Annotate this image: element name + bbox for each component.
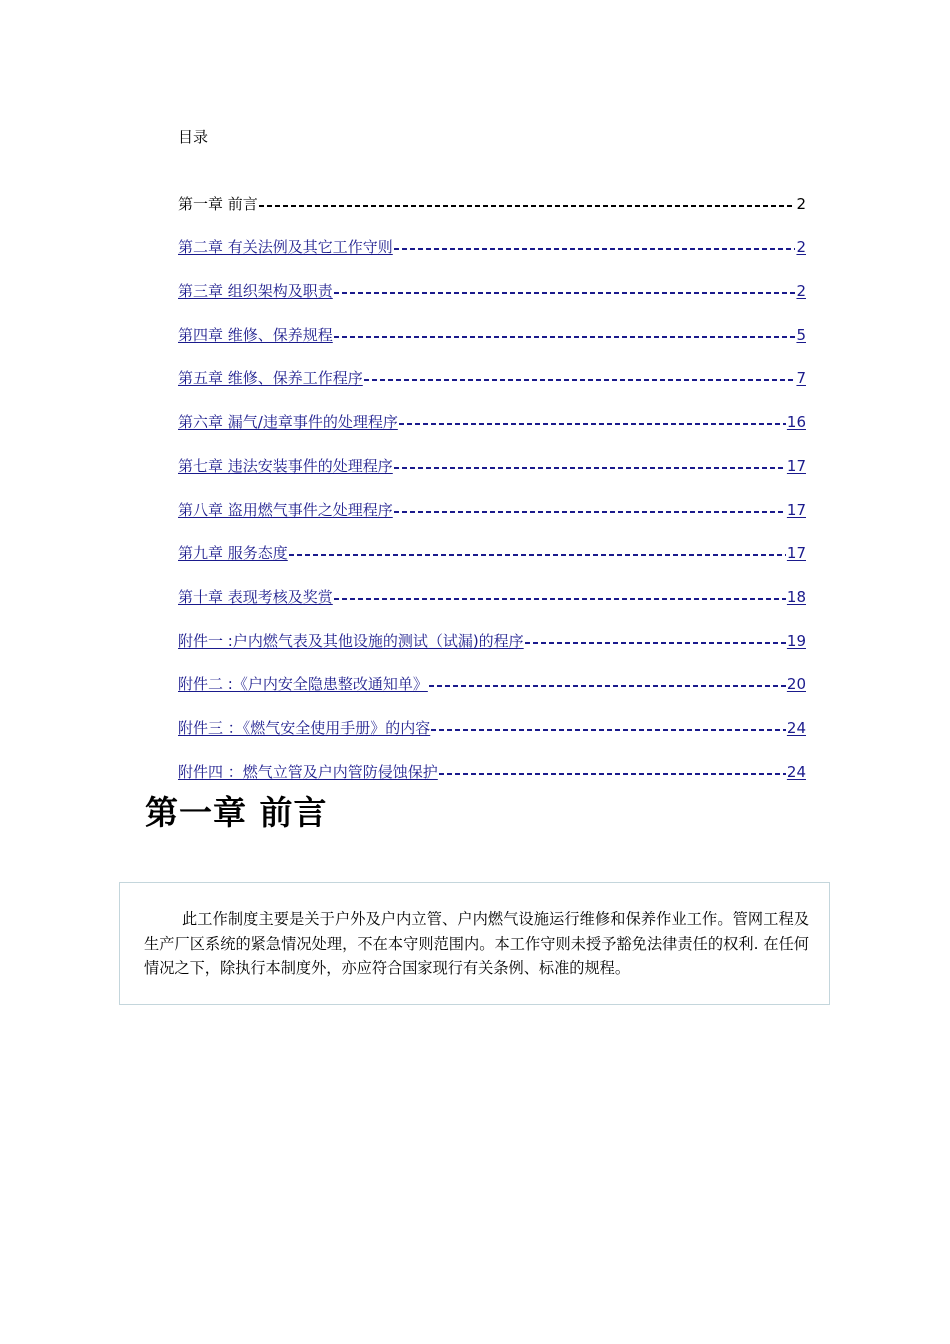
toc-entry-title: 附件四 ：燃气立管及户内管防侵蚀保护 [178,762,438,781]
preface-text: 此工作制度主要是关于户外及户内立管、户内燃气设施运行维修和保养作业工作。管网工程及生产厂区系统的紧急情况处理，不在本守则范围内。本工作守则未授予豁免法律责任的权利. 在任何情况之下，除执行本制度外，亦应符合国家现行有关条例、标准的规程。 [144,910,809,977]
toc-entry[interactable] [178,212,806,256]
preface-box [119,882,830,1005]
toc-entry-title: 第六章 漏气/违章事件的处理程序 [178,413,398,432]
toc-entry-title: 第三章 组织架构及职责 [178,282,333,301]
toc-entry-page: 17 [786,456,806,475]
toc-entry[interactable] [178,430,806,474]
toc-entry-title: 第九章 服务态度 [178,544,288,563]
toc-entry[interactable] [178,386,806,430]
toc-leader-dashes [429,685,786,687]
toc-leader-dashes [439,773,786,775]
toc-leader-dashes [399,423,786,425]
toc-leader-dashes [289,554,786,556]
toc-entry[interactable] [178,605,806,649]
toc-entry-title: 附件一 :户内燃气表及其他设施的测试（试漏)的程序 [178,631,524,650]
toc-entry[interactable] [178,692,806,736]
toc-entry-page: 7 [796,369,806,388]
toc-entry-page: 17 [786,500,806,519]
toc-leader-dashes [334,598,786,600]
toc-leader-dashes [334,336,796,338]
chapter-title: 第一章 前言 [145,793,328,832]
toc-entry [178,168,806,212]
toc-entry-title: 第一章 前言 [178,194,258,213]
toc-heading: 目录 [178,128,209,146]
toc-entry[interactable] [178,343,806,387]
toc-entry[interactable] [178,255,806,299]
toc-entry[interactable] [178,474,806,518]
toc-entry-title: 第八章 盗用燃气事件之处理程序 [178,500,393,519]
toc-entry-title: 第十章 表现考核及奖赏 [178,587,333,606]
toc-leader-dashes [394,511,786,513]
toc-entry-page: 18 [786,587,806,606]
toc-leader-dashes [431,729,786,731]
toc-leader-dashes [525,642,786,644]
toc-entry-page: 16 [786,413,806,432]
toc-entry[interactable] [178,736,806,780]
toc-entry[interactable] [178,518,806,562]
toc-entry[interactable] [178,561,806,605]
toc-entry-title: 附件三 ：《燃气安全使用手册》的内容 [178,718,431,737]
toc-entry-page: 20 [786,675,806,694]
toc-entry-title: 第四章 维修、保养规程 [178,325,333,344]
toc-entry-title: 附件二 :《户内安全隐患整改通知单》 [178,675,428,694]
toc-leader-dashes [334,292,796,294]
toc-leader-dashes [394,248,796,250]
toc-entry-page: 24 [786,718,806,737]
toc-entry-page: 5 [796,325,806,344]
toc-entry-title: 第五章 维修、保养工作程序 [178,369,363,388]
toc-entry-page: 17 [786,544,806,563]
toc-entry[interactable] [178,649,806,693]
toc-entry-page: 2 [796,238,806,257]
toc-entry-title: 第七章 违法安装事件的处理程序 [178,456,393,475]
toc-leader-dashes [259,205,796,207]
toc-leader-dashes [394,467,786,469]
table-of-contents [178,168,806,780]
toc-entry-page: 2 [796,194,806,213]
toc-entry-page: 19 [786,631,806,650]
toc-entry-title: 第二章 有关法例及其它工作守则 [178,238,393,257]
toc-entry[interactable] [178,299,806,343]
toc-entry-page: 2 [796,282,806,301]
toc-leader-dashes [364,379,796,381]
toc-entry-page: 24 [786,762,806,781]
